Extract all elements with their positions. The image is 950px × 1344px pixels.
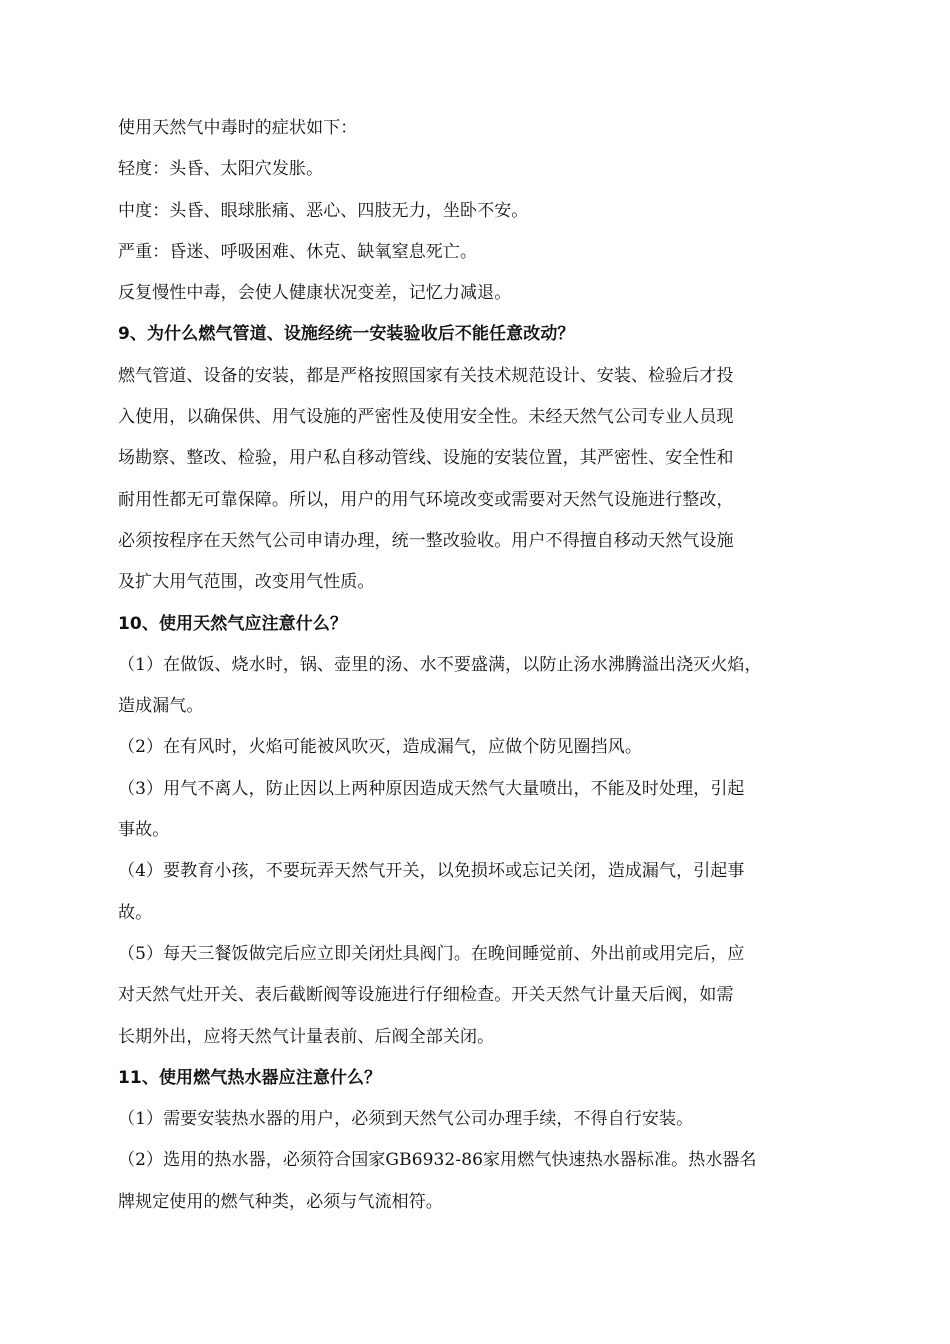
section-10-heading: 10、使用天然气应注意什么？ bbox=[118, 613, 348, 634]
section-10-item-1-cont: 造成漏气。 bbox=[118, 696, 204, 717]
section-9-text-line: 燃气管道、设备的安装，都是严格按照国家有关技术规范设计、安装、检验后才投 bbox=[118, 365, 734, 386]
section-10-item-5-cont: 对天然气灶开关、表后截断阀等设施进行仔细检查。开关天然气计量天后阀，如需 bbox=[118, 985, 734, 1006]
section-10-item-2: （2）在有风时，火焰可能被风吹灭，造成漏气，应做个防见圈挡风。 bbox=[118, 737, 642, 758]
symptom-moderate: 中度：头昏、眼球胀痛、恶心、四肢无力，坐卧不安。 bbox=[118, 200, 529, 221]
section-9-heading: 9、为什么燃气管道、设施经统一安装验收后不能任意改动？ bbox=[118, 324, 575, 345]
section-11-heading: 11、使用燃气热水器应注意什么？ bbox=[118, 1067, 382, 1088]
section-10-item-3: （3）用气不离人，防止因以上两种原因造成天然气大量喷出，不能及时处理，引起 bbox=[118, 778, 745, 799]
section-10-item-3-cont: 事故。 bbox=[118, 820, 170, 841]
section-10-item-1: （1）在做饭、烧水时，锅、壶里的汤、水不要盛满，以防止汤水沸腾溢出浇灭火焰， bbox=[118, 654, 762, 675]
section-10-item-4-cont: 故。 bbox=[118, 902, 153, 923]
section-11-item-2: （2）选用的热水器，必须符合国家GB6932-86家用燃气快速热水器标准。热水器名 bbox=[118, 1150, 757, 1171]
symptom-severe: 严重：昏迷、呼吸困难、休克、缺氧窒息死亡。 bbox=[118, 241, 478, 262]
symptom-mild: 轻度：头昏、太阳穴发胀。 bbox=[118, 159, 324, 180]
section-11-item-1: （1）需要安装热水器的用户，必须到天然气公司办理手续，不得自行安装。 bbox=[118, 1109, 694, 1130]
section-9-text-line: 耐用性都无可靠保障。所以，用户的用气环境改变或需要对天然气设施进行整改， bbox=[118, 489, 734, 510]
symptom-chronic: 反复慢性中毒，会使人健康状况变差，记忆力减退。 bbox=[118, 283, 512, 304]
section-9-text-line: 必须按程序在天然气公司申请办理，统一整改验收。用户不得擅自移动天然气设施 bbox=[118, 530, 734, 551]
section-10-item-5: （5）每天三餐饭做完后应立即关闭灶具阀门。在晚间睡觉前、外出前或用完后，应 bbox=[118, 943, 745, 964]
section-9-text-line: 入使用，以确保供、用气设施的严密性及使用安全性。未经天然气公司专业人员现 bbox=[118, 407, 734, 428]
section-10-item-5-cont: 长期外出，应将天然气计量表前、后阀全部关闭。 bbox=[118, 1026, 495, 1047]
section-11-item-2-cont: 牌规定使用的燃气种类，必须与气流相符。 bbox=[118, 1191, 443, 1212]
section-10-item-4: （4）要教育小孩，不要玩弄天然气开关，以免损坏或忘记关闭，造成漏气，引起事 bbox=[118, 861, 745, 882]
section-9-text-line: 及扩大用气范围，改变用气性质。 bbox=[118, 572, 375, 593]
document-body bbox=[118, 108, 818, 1223]
symptoms-intro: 使用天然气中毒时的症状如下： bbox=[118, 118, 358, 138]
section-9-text-line: 场勘察、整改、检验，用户私自移动管线、设施的安装位置，其严密性、安全性和 bbox=[118, 448, 734, 469]
